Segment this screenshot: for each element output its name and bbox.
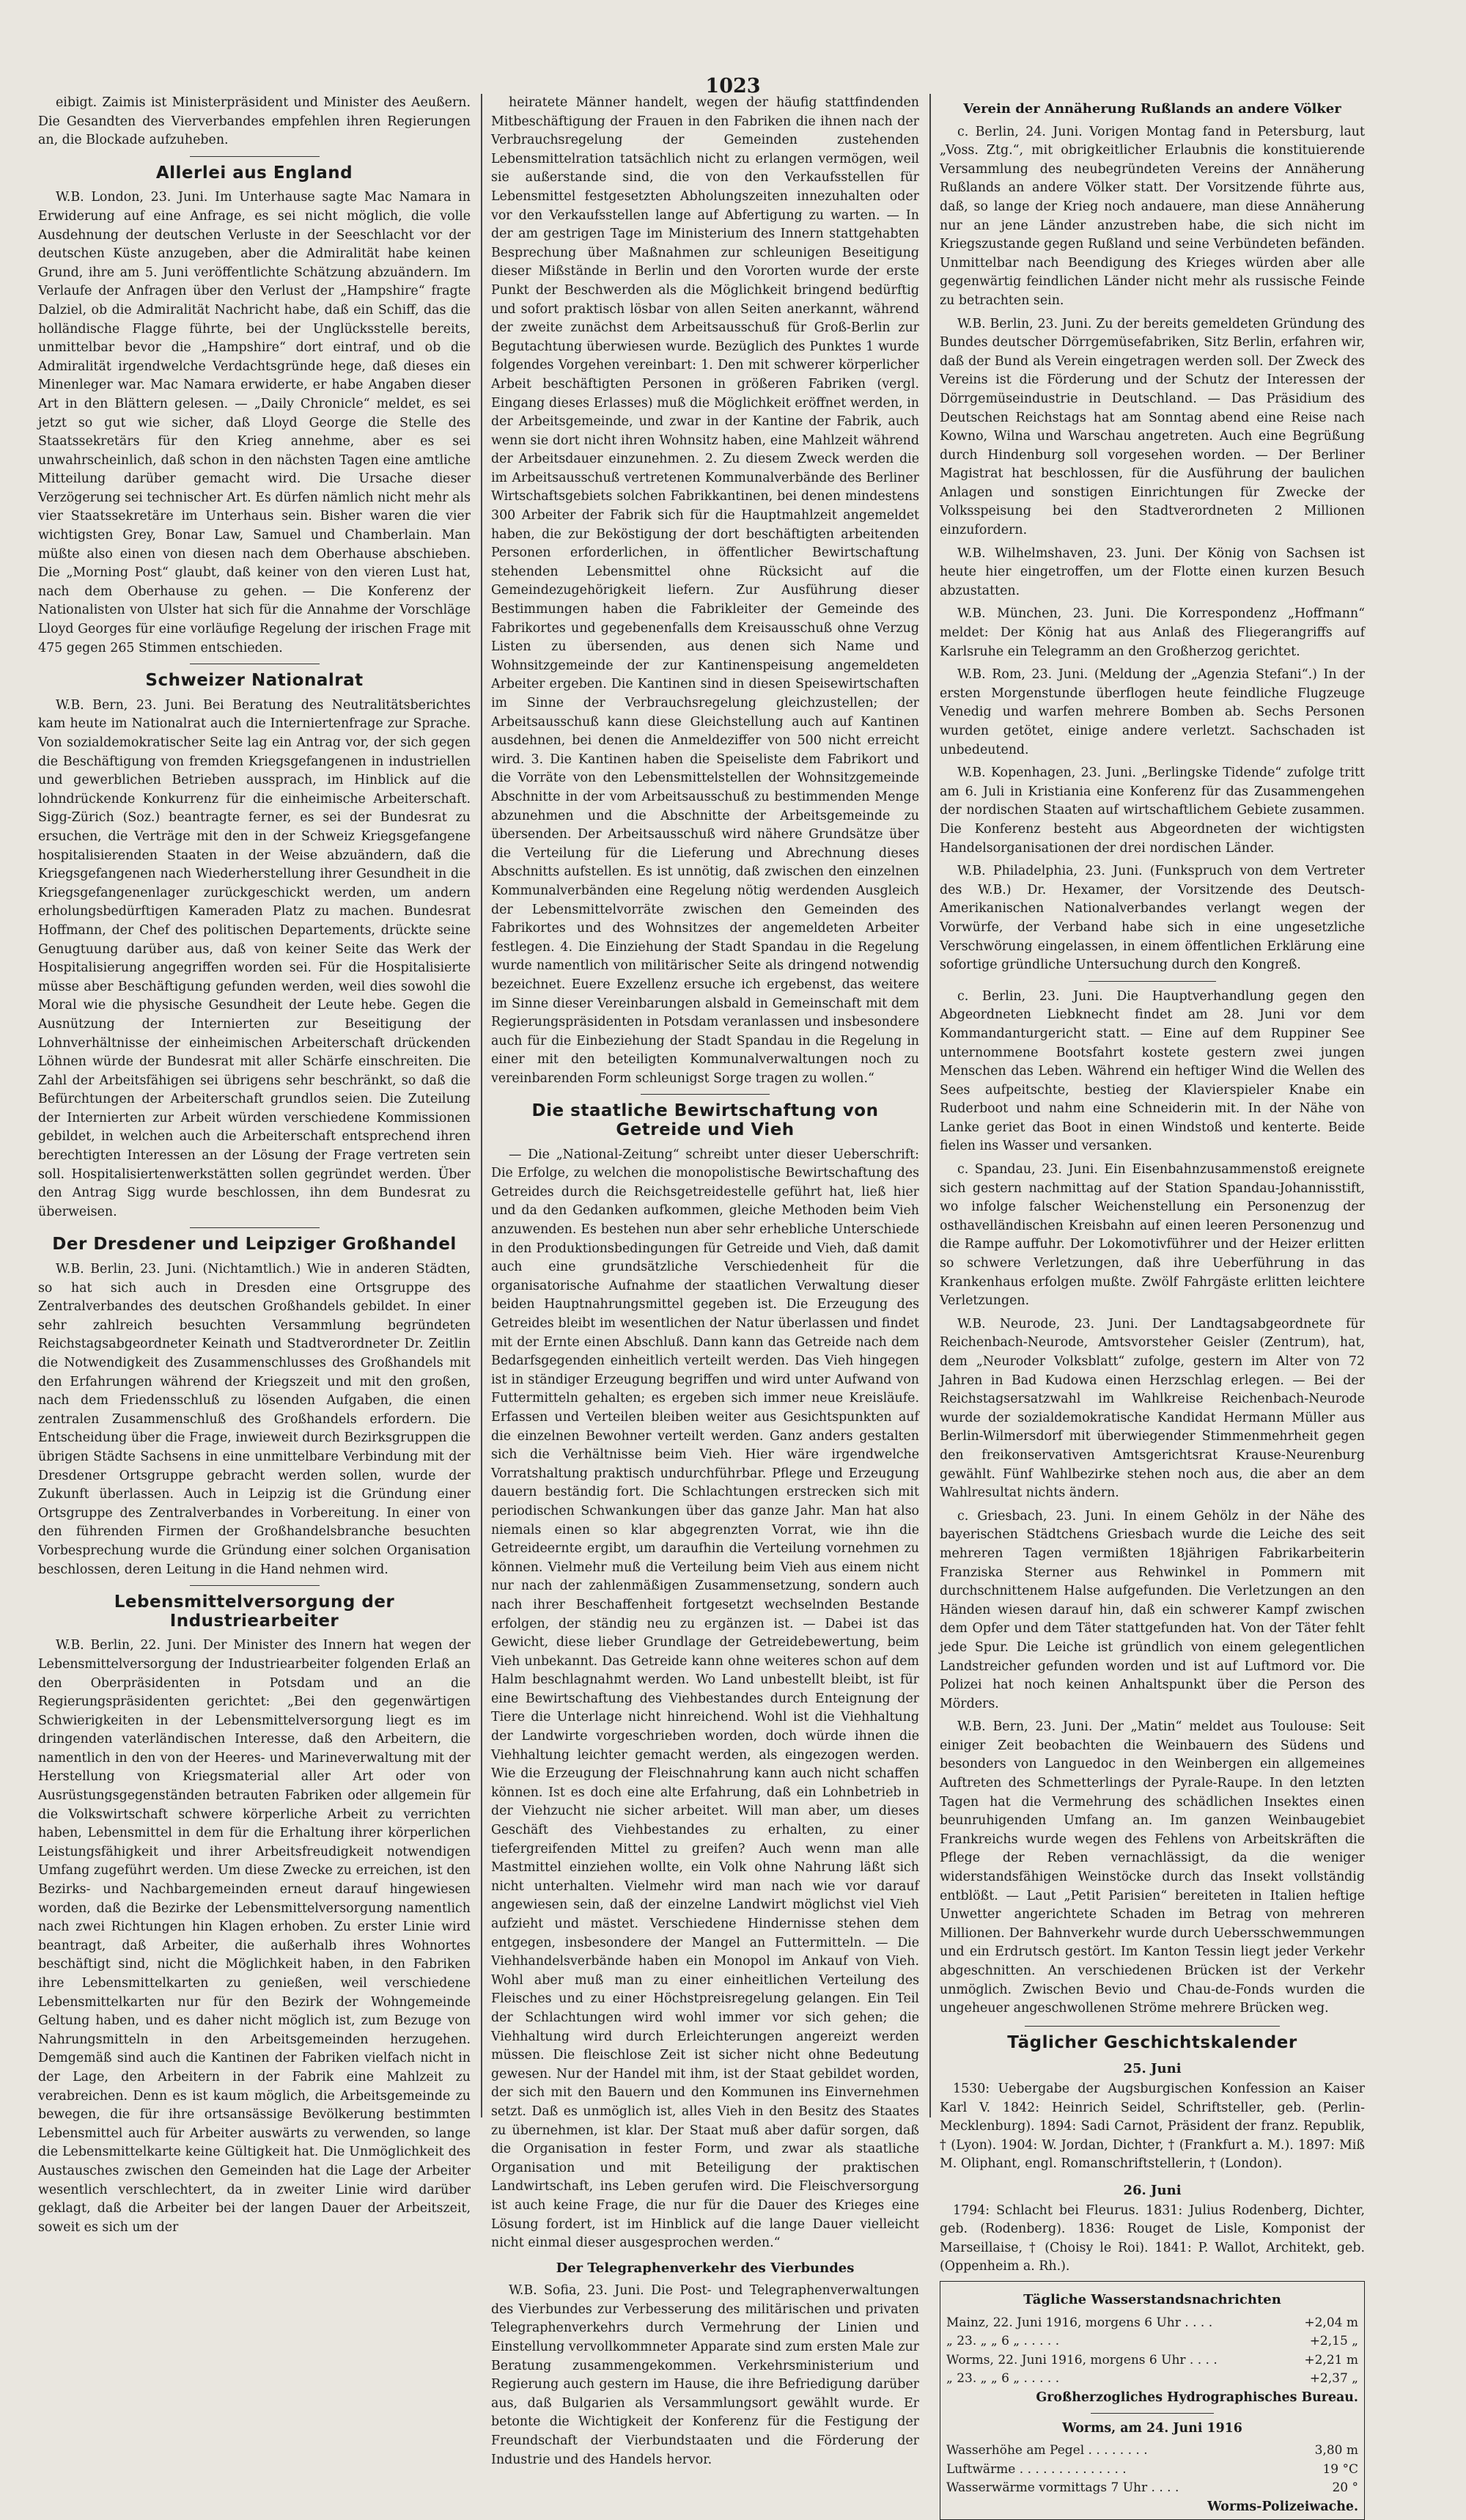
wasser-label: „ 23. „ „ 6 „ . . . . . [946, 2334, 1060, 2349]
news-griesbach: c. Griesbach, 23. Juni. In einem Gehölz in der Nähe des bayerischen Städtchens Griesbach wurde die Leiche des seit mehreren Tagen vermißten 18jährigen Fabrikarbeiterin Franziska Sterner aus Rehwinkel in Pommern mit durchschnittenem Halse aufgefunden. Die Verletzungen an den Händen wiesen darauf hin, daß ein schwerer Kampf zwischen dem Opfer und dem Täter stattgefunden hat. Von der Täter fehlt jede Spur. Die Leiche ist gründlich von einem gelegentlichen Landstreicher gefunden worden und ist auf Luftmord vor. Die Polizei hat noch keinen Anhaltspunkt über die Person des Mörders. [940, 1508, 1365, 1711]
news-neurode: W.B. Neurode, 23. Juni. Der Landtagsabgeordnete für Reichenbach-Neurode, Amtsvorsteher Geisler (Zentrum), hat, dem „Neuroder Volksblatt“ zufolge, gestern im Alter von 72 Jahren in Bad Kudowa einen Herzschlag erlegen. — Bei der Reichstagsersatzwahl im Wahlkreise Reichenbach-Neurode wurde der sozialdemokratische Kandidat Hermann Müller aus Berlin-Wilmersdorf mit überwiegender Stimmenmehrheit gegen den freikonservativen Amtsgerichtsrat Krause-Neurenburg gewählt. Fünf Wahlbezirke stehen noch aus, die aber an dem Wahlresultat nichts ändern. [940, 1316, 1365, 1501]
article-schweizer: W.B. Bern, 23. Juni. Bei Beratung des Neutralitätsberichtes kam heute im Nationalrat auch die Interniertenfrage zur Sprache. Von sozialdemokratischer Seite lag ein Antrag vor, der sich gegen die Beschäftigung von fremden Kriegsgefangenen in industriellen und gewerblichen Betrieben aussprach, im Hinblick auf die lohndrückende Konkurrenz für die einheimische Arbeiterschaft. Sigg-Zürich (Soz.) beantragte ferner, es sei der Bundesrat zu ersuchen, die Verträge mit den in der Schweiz Kriegsgefangene hospitalisierenden Staaten in der Weise abzuändern, daß die Kriegsgefangenen nach Wiederherstellung ihrer Gesundheit in die Kriegsgefangenenlager zurückgeschickt werden, um andern erholungsbedürftigen Kameraden Platz zu machen. Bundesrat Hoffmann, der Chef des politischen Departements, drückte seine Genugtuung darüber aus, daß von keiner Seite das Werk der Hospitalisierung angegriffen worden sei. Für die Hospitalisierte müsse aber Beschäftigung gefunden werden, weil dies sowohl die Moral wie die physische Gesundheit der Leute hebe. Gegen die Ausnützung der Internierten zur Beseitigung der Lohnverhältnisse der einheimischen Arbeiterschaft drückenden Löhnen würde der Bundesrat mit aller Schärfe einschreiten. Die Zahl der Arbeitsfähigen sei übrigens sehr beschränkt, so daß die Befürchtungen der Arbeiterschaft grundlos seien. Die Zuteilung der Internierten zur Arbeit würden verschiedene Kommissionen gebildet, in welchen auch die Arbeiterschaft entsprechend ihren berechtigten Interessen an der Lösung der Frage vertreten sein soll. Hospitalisiertenwerkstätten sollen gegründet werden. Über den Antrag Sigg wurde beschlossen, ihn dem Bundesrat zu überweisen. [38, 697, 471, 1219]
bureau-signature: Großherzogliches Hydrographisches Bureau. [1036, 2389, 1358, 2405]
geschichtskalender [940, 2034, 1365, 2277]
pegel-value: 19 °C [1322, 2461, 1358, 2477]
heading-telegraph: Der Telegraphenverkehr des Vierbundes [556, 2260, 855, 2276]
pegel-value: 3,80 m [1314, 2443, 1358, 2458]
column-3 [940, 94, 1365, 2514]
news-philadelphia: W.B. Philadelphia, 23. Juni. (Funkspruch von dem Vertreter des W.B.) Dr. Hexamer, der Vorsitzende des Deutsch-Amerikanischen Nationalverbandes verlangt wegen der Vorwürfe, der Verband habe sich in eine ungesetzliche Verschwörung eingelassen, in einem öffentlichen Erklärung eine sofortige gründliche Untersuchung durch den Kongreß. [940, 864, 1365, 973]
wasser-label: Worms, 22. Juni 1916, morgens 6 Uhr . . . . [946, 2352, 1218, 2367]
wasser-row [946, 2332, 1358, 2351]
column-2 [491, 94, 919, 2467]
divider [1089, 981, 1216, 982]
page-number: 1023 [705, 75, 761, 98]
wasser-row [946, 2370, 1358, 2389]
article-bewirtschaftung: — Die „National-Zeitung“ schreibt unter dieser Ueberschrift: Die Erfolge, zu welchen die monopolistische Bewirtschaftung des Getreides durch die Reichsgetreidestelle geführt hat, ließ hier und da den Gedanken aufkommen, gleiche Methoden beim Vieh anzuwenden. Es bestehen nun aber sehr erhebliche Unterschiede in den Produktionsbedingungen für Getreide und Vieh, daß damit auch eine grundsätzliche Verschiedenheit für die organisatorische Aufnahme der staatlichen Verwaltung dieser beiden Hauptnahrungsmittel gegeben ist. Die Erzeugung des Getreides bleibt im wesentlichen der Natur überlassen und findet mit der Ernte einen Abschluß. Dann kann das Getreide nach dem Bedarfsgegenden einheitlich verteilt werden. Das Vieh hingegen ist in ständiger Erzeugung begriffen und wird unter Aufwand von Futtermitteln gehalten; es ergeben sich immer neue Kreisläufe. Erfassen und Verteilen bleiben weiter aus Gesichtspunkten auf die einzelnen Bewohner verteilt werden. Ganz anders gestalten sich die Verhältnisse beim Vieh. Hier wäre irgendwelche Vorratshaltung praktisch undurchführbar. Pflege und Erzeugung dauern beständig fort. Die Schlachtungen erstrecken sich mit periodischen Schwankungen über das ganze Jahr. Man hat also niemals einen so klar abgegrenzten Vorrat, wie ihn die Getreideernte ergibt, um daraufhin die Verteilung vornehmen zu können. Vielmehr muß die Verteilung beim Vieh aus einem nicht nur nach der zahlenmäßigen Zusammensetzung, sondern auch nach ihrer Beschaffenheit fortgesetzt wechselnden Bestande erfolgen, der ständig neu zu ergänzen ist. — Dabei ist das Gewicht, diese lieber Grundlage der Getreidebewertung, beim Vieh unbekannt. Das Getreide kann ohne weiteres schon auf dem Halm beschlagnahmt werden. Wo Land unbestellt bleibt, ist für eine Bewirtschaftung des Viehbestandes durch Enteignung der Tiere die Unterlage nicht hinreichend. Wohl ist die Viehhaltung der Landwirte vorgeschrieben worden, doch würde ihnen die Viehhaltung leichter gemacht werden, als eingezogen werden. Wie die Erzeugung der Fleischnahrung kann auch nicht schaffen können. Ist es doch eine alte Erfahrung, daß ein Lohnbetrieb in der Viehzucht nie sicher arbeitet. Will man aber, um dieses Geschäft des Viehbestandes zu erhalten, zu einer tiefergreifenden Mittel zu greifen? Auch wenn man alle Mastmittel einziehen wollte, ein Volk ohne Nahrung läßt sich nicht unterhalten. Vielmehr wird man nach wie vor darauf angewiesen sein, daß der einzelne Landwirt möglichst viel Vieh aufzieht und mästet. Verschiedene Hindernisse stehen dem entgegen, insbesondere der Mangel an Futtermitteln. — Die Viehhandelsverbände haben ein Monopol im Ankauf von Vieh. Wohl aber muß man zu einer einheitlichen Verteilung des Fleisches und zu einer Höchstpreisregelung gelangen. Ein Teil der Schlachtungen wird wohl immer vor sich gehen; die Viehhaltung wird durch Erleichterungen angereizt werden müssen. Die fleischlose Zeit ist sicher nicht ohne Bedeutung gewesen. Nur der Handel mit ihm, ist der Staat gebildet worden, der sich mit den Bauern und den Kommunen ins Einvernehmen setzt. Daß es unmöglich ist, alles Vieh in den Besitz des Staates zu übernehmen, ist klar. Der Staat muß aber dafür sorgen, daß die Organisation in fester Form, und zwar als staatliche Organisation und mit Beteiligung der praktischen Landwirtschaft, ins Leben gerufen wird. Die Fleischversorgung ist auch keine Frage, die nur für die Dauer des Krieges eine Lösung fordert, ist im Hinblick auf die lange Dauer vielleicht nicht einmal dieser ausgesprochen werden.“ [491, 1147, 919, 2251]
heading-dresdner: Der Dresdener und Leipziger Großhandel [52, 1235, 457, 1255]
divider [1091, 2413, 1215, 2414]
news-rom: W.B. Rom, 23. Juni. (Meldung der „Agenzia Stefani“.) In der ersten Morgenstunde überflogen heute feindliche Flugzeuge Venedig und warfen mehrere Bomben ab. Sechs Personen wurden getötet, einige andere verletzt. Sachschaden ist unbedeutend. [940, 667, 1365, 757]
wasserstand-box [940, 2281, 1365, 2520]
wasser-label: Mainz, 22. Juni 1916, morgens 6 Uhr . . . . [946, 2315, 1213, 2330]
news-berlin-1: W.B. Berlin, 23. Juni. Zu der bereits gemeldeten Gründung des Bundes deutscher Dörrgemüsefabriken, Sitz Berlin, erfahren wir, daß der Bund als Verein eingetragen werden soll. Der Zweck des Vereins ist die Förderung und der Schutz der Interessen der Dörrgemüseindustrie in Deutschland. — Das Präsidium des Deutschen Reichstags hat am Sonntag abend eine Reise nach Kowno, Wilna und Warschau angetreten. Auch eine Begrüßung durch Hindenburg soll vorgesehen worden. — Der Berliner Magistrat hat beschlossen, für die Ausführung der baulichen Anlagen und sonstigen Einrichtungen für Zwecke der Volksspeisung bei den Stadtverordneten 2 Millionen einzufordern. [940, 316, 1365, 538]
news-muenchen: W.B. München, 23. Juni. Die Korrespondenz „Hoffmann“ meldet: Der König hat aus Anlaß des Fliegerangriffs auf Karlsruhe ein Telegramm an den Großherzog gerichtet. [940, 606, 1365, 659]
wasser-value: +2,37 „ [1309, 2371, 1358, 2387]
pegel-value: 20 ° [1332, 2480, 1358, 2496]
kalender-date-1: 25. Juni [1123, 2061, 1182, 2077]
divider [190, 1585, 320, 1586]
heading-verein: Verein der Annäherung Rußlands an andere Völker [963, 101, 1341, 117]
heading-wasserstand: Tägliche Wasserstandsnachrichten [1023, 2291, 1281, 2307]
column-rule-1 [481, 94, 482, 2117]
wasser-row [946, 2314, 1358, 2333]
news-bern: W.B. Bern, 23. Juni. Der „Matin“ meldet aus Toulouse: Seit einiger Zeit beobachten die Weinbauern des Südens und besonders von Languedoc in den Weinbergen ein allgemeines Auftreten des Schmetterlings der Pyrale-Raupe. In den letzten Tagen hat die Vermehrung des schädlichen Insektes einen beunruhigenden Umfang an. Im ganzen Weinbaugebiet Frankreichs wurde wegen des Fehlens von Arbeitskräften die Pflege der Reben vernachlässigt, da die weniger widerstandsfähigen Weinstöcke durch das Insekt vollständig entblößt. — Laut „Petit Parisien“ bereiteten in Italien heftige Unwetter angerichtete Schaden im Betrag von mehreren Millionen. Der Bahnverkehr wurde durch Uebersschwemmungen und ein Erdrutsch gestört. Im Kanton Tessin liegt jeder Verkehr abgeschnitten. An verschiedenen Brücken ist der Verkehr unmöglich. Zwischen Bevio und Chau-de-Fonds wurden die ungeheuer angeschwollenen Ströme mehrere Brücken weg. [940, 1719, 1365, 2016]
heading-schweizer: Schweizer Nationalrat [145, 671, 364, 691]
column-1 [38, 94, 471, 2235]
pegel-row [946, 2442, 1358, 2461]
news-kopenhagen: W.B. Kopenhagen, 23. Juni. „Berlingske Tidende“ zufolge tritt am 6. Juli in Kristiania eine Konferenz für das Zusammengehen der nordischen Staaten auf wirtschaftlichem Gebiete zusammen. Die Konferenz besteht aus Abgeordneten der wichtigsten Handelsorganisationen der drei nordischen Länder. [940, 765, 1365, 856]
column-rule-2 [929, 94, 931, 2117]
article-dresdner: W.B. Berlin, 23. Juni. (Nichtamtlich.) Wie in anderen Städten, so hat sich auch in Dresden eine Ortsgruppe des Zentralverbandes des deutschen Großhandels gebildet. In einer sehr zahlreich besuchten Versammlung begründeten Reichstagsabgeordneter Keinath und Stadtverordneter Dr. Zeitlin die Notwendigkeit des Zusammenschlusses des Großhandels mit den Erfahrungen während der Kriegszeit und mit den großen, nach dem Friedensschluß zu lösenden Aufgaben, die einen zentralen Zusammenschluß des Großhandels erfordern. Die Entscheidung über die Frage, inwieweit durch Bezirksgruppen die übrigen Städte Sachsens in eine unmittelbare Verbindung mit der Dresdener Ortsgruppe gebracht werden sollen, wurde der Zukunft überlassen. Auch in Leipzig ist die Gründung einer Ortsgruppe des Zentralverbandes in Vorbereitung. In einer von den führenden Firmen der Großhandelsbranche besuchten Vorbesprechung wurde die Gründung einer solchen Organisation beschlossen, deren Leitung in die Hand nehmen wird. [38, 1262, 471, 1577]
article-verein: c. Berlin, 24. Juni. Vorigen Montag fand in Petersburg, laut „Voss. Ztg.“, mit obrigkeitlicher Erlaubnis die konstituierende Versammlung des neubegründeten Vereins der Annäherung Rußlands an andere Völker statt. Der Vorsitzende führte aus, daß, so lange der Krieg noch andauere, man diese Annäherung nur an jene Länder anzustreben habe, die sich nicht im Kriegszustande gegen Rußland und seine Verbündeten befänden. Unmittelbar nach Beendigung des Krieges würden aber alle gegenwärtig feindlichen Länder nicht mehr als russische Feinde zu betrachten sein. [940, 124, 1365, 308]
article-lebensmittel-cont: heiratete Männer handelt, wegen der häufig stattfindenden Mitbeschäftigung der Frauen in den Fabriken die ihnen nach der Verbrauchsregelung der Gemeinden zustehenden Lebensmittelration tatsächlich nicht zu erlangen vermögen, weil sie außerstande sind, die von den Verkaufsstellen für Lebensmittel festgesetzten Abholungszeiten innezuhalten oder vor den Verkaufsstellen lange auf Abfertigung zu warten. — In der am gestrigen Tage im Ministerium des Innern stattgehabten Besprechung über Maßnahmen zur schleunigen Beseitigung dieser Mißstände in Berlin und den Vororten wurde der erste Punkt der Beschwerden als die Möglichkeit bringend bedürftig und sofort praktisch lösbar von allen Seiten anerkannt, während der zweite zunächst dem Arbeitsausschuß für Groß-Berlin zur Begutachtung überwiesen wurde. Bezüglich des Punktes 1 wurde folgendes Vorgehen vereinbart: 1. Den mit schwerer körperlicher Arbeit beschäftigten Personen in größeren Fabriken (vergl. Eingang dieses Erlasses) muß die Möglichkeit eröffnet werden, in der Arbeitsgemeinde, und zwar in der Kantine der Fabrik, auch wenn sie dort nicht ihren Wohnsitz haben, eine Mahlzeit während der Arbeitsdauer einzunehmen. 2. Zu diesem Zweck werden die im Arbeitsausschuß vertretenen Kommunalverbände des Berliner Wirtschaftsgebiets solchen Fabrikkantinen, bei denen mindestens 300 Arbeiter der Fabrik sich für die Hauptmahlzeit angemeldet haben, die zur Beköstigung der dort beschäftigten arbeitenden Personen erforderlichen, in öffentlicher Bewirtschaftung stehenden Lebensmittel ohne Rücksicht auf die Gemeindezugehörigkeit liefern. Zur Ausführung dieser Bestimmungen haben die Fabrikleiter der Gemeinde des Fabrikortes und gegebenenfalls dem Kreisausschuß ohne Verzug Listen zu übersenden, aus denen sich Name und Wohnsitzgemeinde der zur Kantinenspeisung angemeldeten Arbeiter ergeben. Die Kantinen sind in diesen Speisewirtschaften im Sinne der Verbrauchsregelung gleichzustellen; der Arbeitsausschuß kann diese Gleichstellung auch auf Kantinen ausdehnen, bei denen die Anmeldeziffer von 500 nicht erreicht wird. 3. Die Kantinen haben die Speiseliste dem Fabrikort und die Vorräte von den Lebensmittelstellen der Wohnsitzgemeinde Abschnitte in der vom Arbeitsausschuß zu bestimmenden Menge abzunehmen und die Abschnitte der Arbeitsgemeinde zu übersenden. Der Arbeitsausschuß wird nähere Grundsätze über die Verteilung für die Lieferung und Abrechnung dieses Abschnitts aufstellen. Es ist unnötig, daß zwischen den einzelnen Kommunalverbänden eine Regelung nötig werdenden Ausgleich der Lebensmittelvorräte zwischen den Gemeinden des Fabrikortes und des Wohnsitzes der angemeldeten Arbeiter festlegen. 4. Die Einziehung der Stadt Spandau in die Regelung wurde namentlich von militärischer Seite als dringend notwendig bezeichnet. Euere Exzellenz ersuche ich ergebenst, das weitere im Sinne dieser Vereinbarungen alsbald in Gemeinschaft mit dem Regierungspräsidenten in Potsdam veranlassen und insbesondere auch für die Einbeziehung der Stadt Spandau in die Regelung in einer mit den beteiligten Kommunalverwaltungen noch zu vereinbarenden Form schleunigst Sorge tragen zu wollen.“ [491, 95, 919, 1086]
wasser-value: +2,04 m [1304, 2315, 1358, 2330]
pegel-label: Wasserwärme vormittags 7 Uhr . . . . [946, 2480, 1179, 2496]
article-england: W.B. London, 23. Juni. Im Unterhause sagte Mac Namara in Erwiderung auf eine Anfrage, es sei nicht möglich, die volle Ausdehnung der deutschen Verluste in der Seeschlacht vor der deutschen Küste anzugeben, aber die Admiralität habe keinen Grund, ihre am 5. Juni veröffentlichte Schätzung abzuändern. Im Verlaufe der Anfragen über den Verlust der „Hampshire“ fragte Dalziel, ob die Admiralität Nachricht habe, daß ein Schiff, das die holländische Flagge führte, bei der Unglücksstelle bereits, unmittelbar bevor die „Hampshire“ dort eintraf, und ob die Admiralität irgendwelche Verdachtsgründe hege, daß dieses ein Minenleger war. Mac Namara erwiderte, er habe Angaben dieser Art in den Blättern gelesen. — „Daily Chronicle“ meldet, es sei jetzt so gut wie sicher, daß Lloyd George die Stelle des Staatssekretärs für den Krieg annehme, aber es sei unwahrscheinlich, daß schon in den nächsten Tagen eine amtliche Mitteilung darüber gemacht wird. Die Ursache dieser Verzögerung sei technischer Art. Es dürfen nämlich nicht mehr als vier Staatssekretäre im Unterhaus sein. Bisher waren die vier wichtigsten Grey, Bonar Law, Samuel und Chamberlain. Man müßte also einen von diesen nach dem Oberhause abschieben. Die „Morning Post“ glaubt, daß keiner von den vieren Lust hat, nach dem Oberhause zu gehen. — Die Konferenz der Nationalisten von Ulster hat sich für die Annahme der Vorschläge Lloyd Georges für eine vorläufige Regelung der irischen Frage mit 475 gegen 265 Stimmen entschieden. [38, 190, 471, 655]
news-berlin-2: c. Berlin, 23. Juni. Die Hauptverhandlung gegen den Abgeordneten Liebknecht findet am 28. Juni vor dem Kommandanturgericht statt. — Eine auf dem Ruppiner See unternommene Bootsfahrt kostete gestern zwei jungen Menschen das Leben. Während ein heftiger Wind die Wellen des Sees aufpeitschte, bestieg der Klavierspieler Knabe ein Ruderboot und nahm eine Schneiderin mit. In der Nähe von Lanke geriet das Boot in einen Windstoß und kenterte. Beide fielen ins Wasser und versanken. [940, 988, 1365, 1154]
heading-england: Allerlei aus England [155, 163, 353, 183]
heading-bewirtschaftung: Die staatliche Bewirtschaftung von Getreide und Vieh [531, 1101, 879, 1140]
pegel-row [946, 2479, 1358, 2498]
kalender-entries-1: 1530: Uebergabe der Augsburgischen Konfession an Kaiser Karl V. 1842: Heinrich Seidel, Schriftsteller, geb. (Perlin-Mecklenburg). 1894: Sadi Carnot, Präsident der franz. Republik, † (Lyon). 1904: W. Jordan, Dichter, † (Frankfurt a. M.). 1897: Miß M. Oliphant, engl. Romanschriftstellerin, † (London). [940, 2081, 1365, 2172]
article-intro: eibigt. Zaimis ist Ministerpräsident und Minister des Aeußern. Die Gesandten des Vierverbandes empfehlen ihren Regierungen an, die Blockade aufzuheben. [38, 95, 471, 148]
wasser-row [946, 2351, 1358, 2370]
divider [1025, 2026, 1280, 2027]
divider [190, 156, 320, 157]
polizei-signature: Worms-Polizeiwache. [1207, 2499, 1358, 2514]
heading-lebensmittel: Lebensmittelversorgung der Industriearbeiter [114, 1593, 395, 1631]
wasser-value: +2,15 „ [1309, 2334, 1358, 2349]
kalender-entries-2: 1794: Schlacht bei Fleurus. 1831: Julius Rodenberg, Dichter, geb. (Rodenberg). 1836: Rouget de Lisle, Komponist der Marseillaise, † (Choisy le Roi). 1841: P. Wallot, Architekt, geb. (Oppenheim a. Rh.). [940, 2203, 1365, 2274]
wasser-label: „ 23. „ „ 6 „ . . . . . [946, 2371, 1060, 2387]
pegel-row [946, 2461, 1358, 2480]
pegel-label: Luftwärme . . . . . . . . . . . . . . [946, 2461, 1127, 2477]
article-telegraph: W.B. Sofia, 23. Juni. Die Post- und Telegraphenverwaltungen des Vierbundes zur Verbesserung des militärischen und privaten Telegraphenverkehrs durch Vermehrung der Linien und Einstellung vervollkommneter Apparate sind zum ersten Male zur Beratung zusammengekommen. Verkehrsministerium und Regierung auch gestern im Hause, die ihre Befriedigung darüber aus, daß Bulgarien als Versammlungsort gewählt wurde. Er betonte die Wichtigkeit der Konferenz für die Festigung der Freundschaft der Vierbundstaaten und die Förderung der Industrie und des Handels hervor. [491, 2283, 919, 2467]
heading-kalender: Täglicher Geschichtskalender [1007, 2032, 1297, 2052]
divider [190, 1227, 320, 1228]
divider [641, 1094, 769, 1095]
pegel-label: Wasserhöhe am Pegel . . . . . . . . [946, 2443, 1148, 2458]
wasser-value: +2,21 m [1304, 2352, 1358, 2367]
worms-date: Worms, am 24. Juni 1916 [1062, 2421, 1242, 2436]
article-lebensmittel: W.B. Berlin, 22. Juni. Der Minister des Innern hat wegen der Lebensmittelversorgung der Industriearbeiter folgenden Erlaß an den Oberpräsidenten in Potsdam und an die Regierungspräsidenten gerichtet: „Bei den gegenwärtigen Schwierigkeiten in der Lebensmittelversorgung liegt es im dringenden vaterländischen Interesse, daß den Arbeitern, die namentlich in den von der Heeres- und Marineverwaltung mit der Herstellung von Kriegsmaterial aller Art oder von Ausrüstungsgegenständen betrauten Fabriken oder allgemein für die Volkswirtschaft schwere körperliche Arbeit zu verrichten haben, Lebensmittel in dem für die Erhaltung ihrer körperlichen Leistungsfähigkeit und ihrer Arbeitsfreudigkeit notwendigen Umfang zugeführt werden. Um diese Zwecke zu erreichen, ist den Bezirks- und Nachbargemeinden erneut darauf hingewiesen worden, daß die Bezirke der Lebensmittelversorgung namentlich nach zwei Richtungen hin Klagen erhoben. Zu erster Linie wird beantragt, daß Arbeiter, die außerhalb ihres Wohnortes beschäftigt sind, nicht die Möglichkeit haben, in den Fabriken ihre Lebensmittelkarten zu genießen, weil verschiedene Lebensmittelkarten nur für den Bezirk der Wohngemeinde Geltung haben, und es daher nicht möglich ist, zum Bezuge von Nahrungsmitteln in den Arbeitsgemeinden herzugehen. Demgemäß sind auch die Kantinen der Fabriken vielfach nicht in der Lage, den Arbeitern in der Fabrik eine Mahlzeit zu verabreichen. Denn es ist kaum möglich, die Arbeitsgemeinde zu bewegen, die für ihre ortsansässige Bevölkerung bestimmten Lebensmittel auch für Arbeiter auswärts zu verwenden, so lange die Lebensmittelkarte keine Gültigkeit hat. Die Unmöglichkeit des Austausches zwischen den Gemeinden hat die Lage der Arbeiter wesentlich verschlechtert, da in zweiter Linie wird darüber geklagt, daß die Arbeiter bei der langen Dauer der Arbeitszeit, soweit es sich um der [38, 1638, 471, 2235]
news-spandau: c. Spandau, 23. Juni. Ein Eisenbahnzusammenstoß ereignete sich gestern nachmittag auf der Station Spandau-Johannisstift, wo infolge falscher Weichenstellung ein Personenzug der osthavelländischen Kreisbahn auf einen leeren Personenzug und die Rampe auffuhr. Der Lokomotivführer und der Heizer erlitten so schwere Verletzungen, daß ihre Ueberführung in das Krankenhaus erfolgen mußte. Zwölf Fahrgäste erlitten leichtere Verletzungen. [940, 1162, 1365, 1309]
news-wilhelmshaven: W.B. Wilhelmshaven, 23. Juni. Der König von Sachsen ist heute hier eingetroffen, um der Flotte einen kurzen Besuch abzustatten. [940, 545, 1365, 598]
kalender-date-2: 26. Juni [1123, 2182, 1182, 2198]
